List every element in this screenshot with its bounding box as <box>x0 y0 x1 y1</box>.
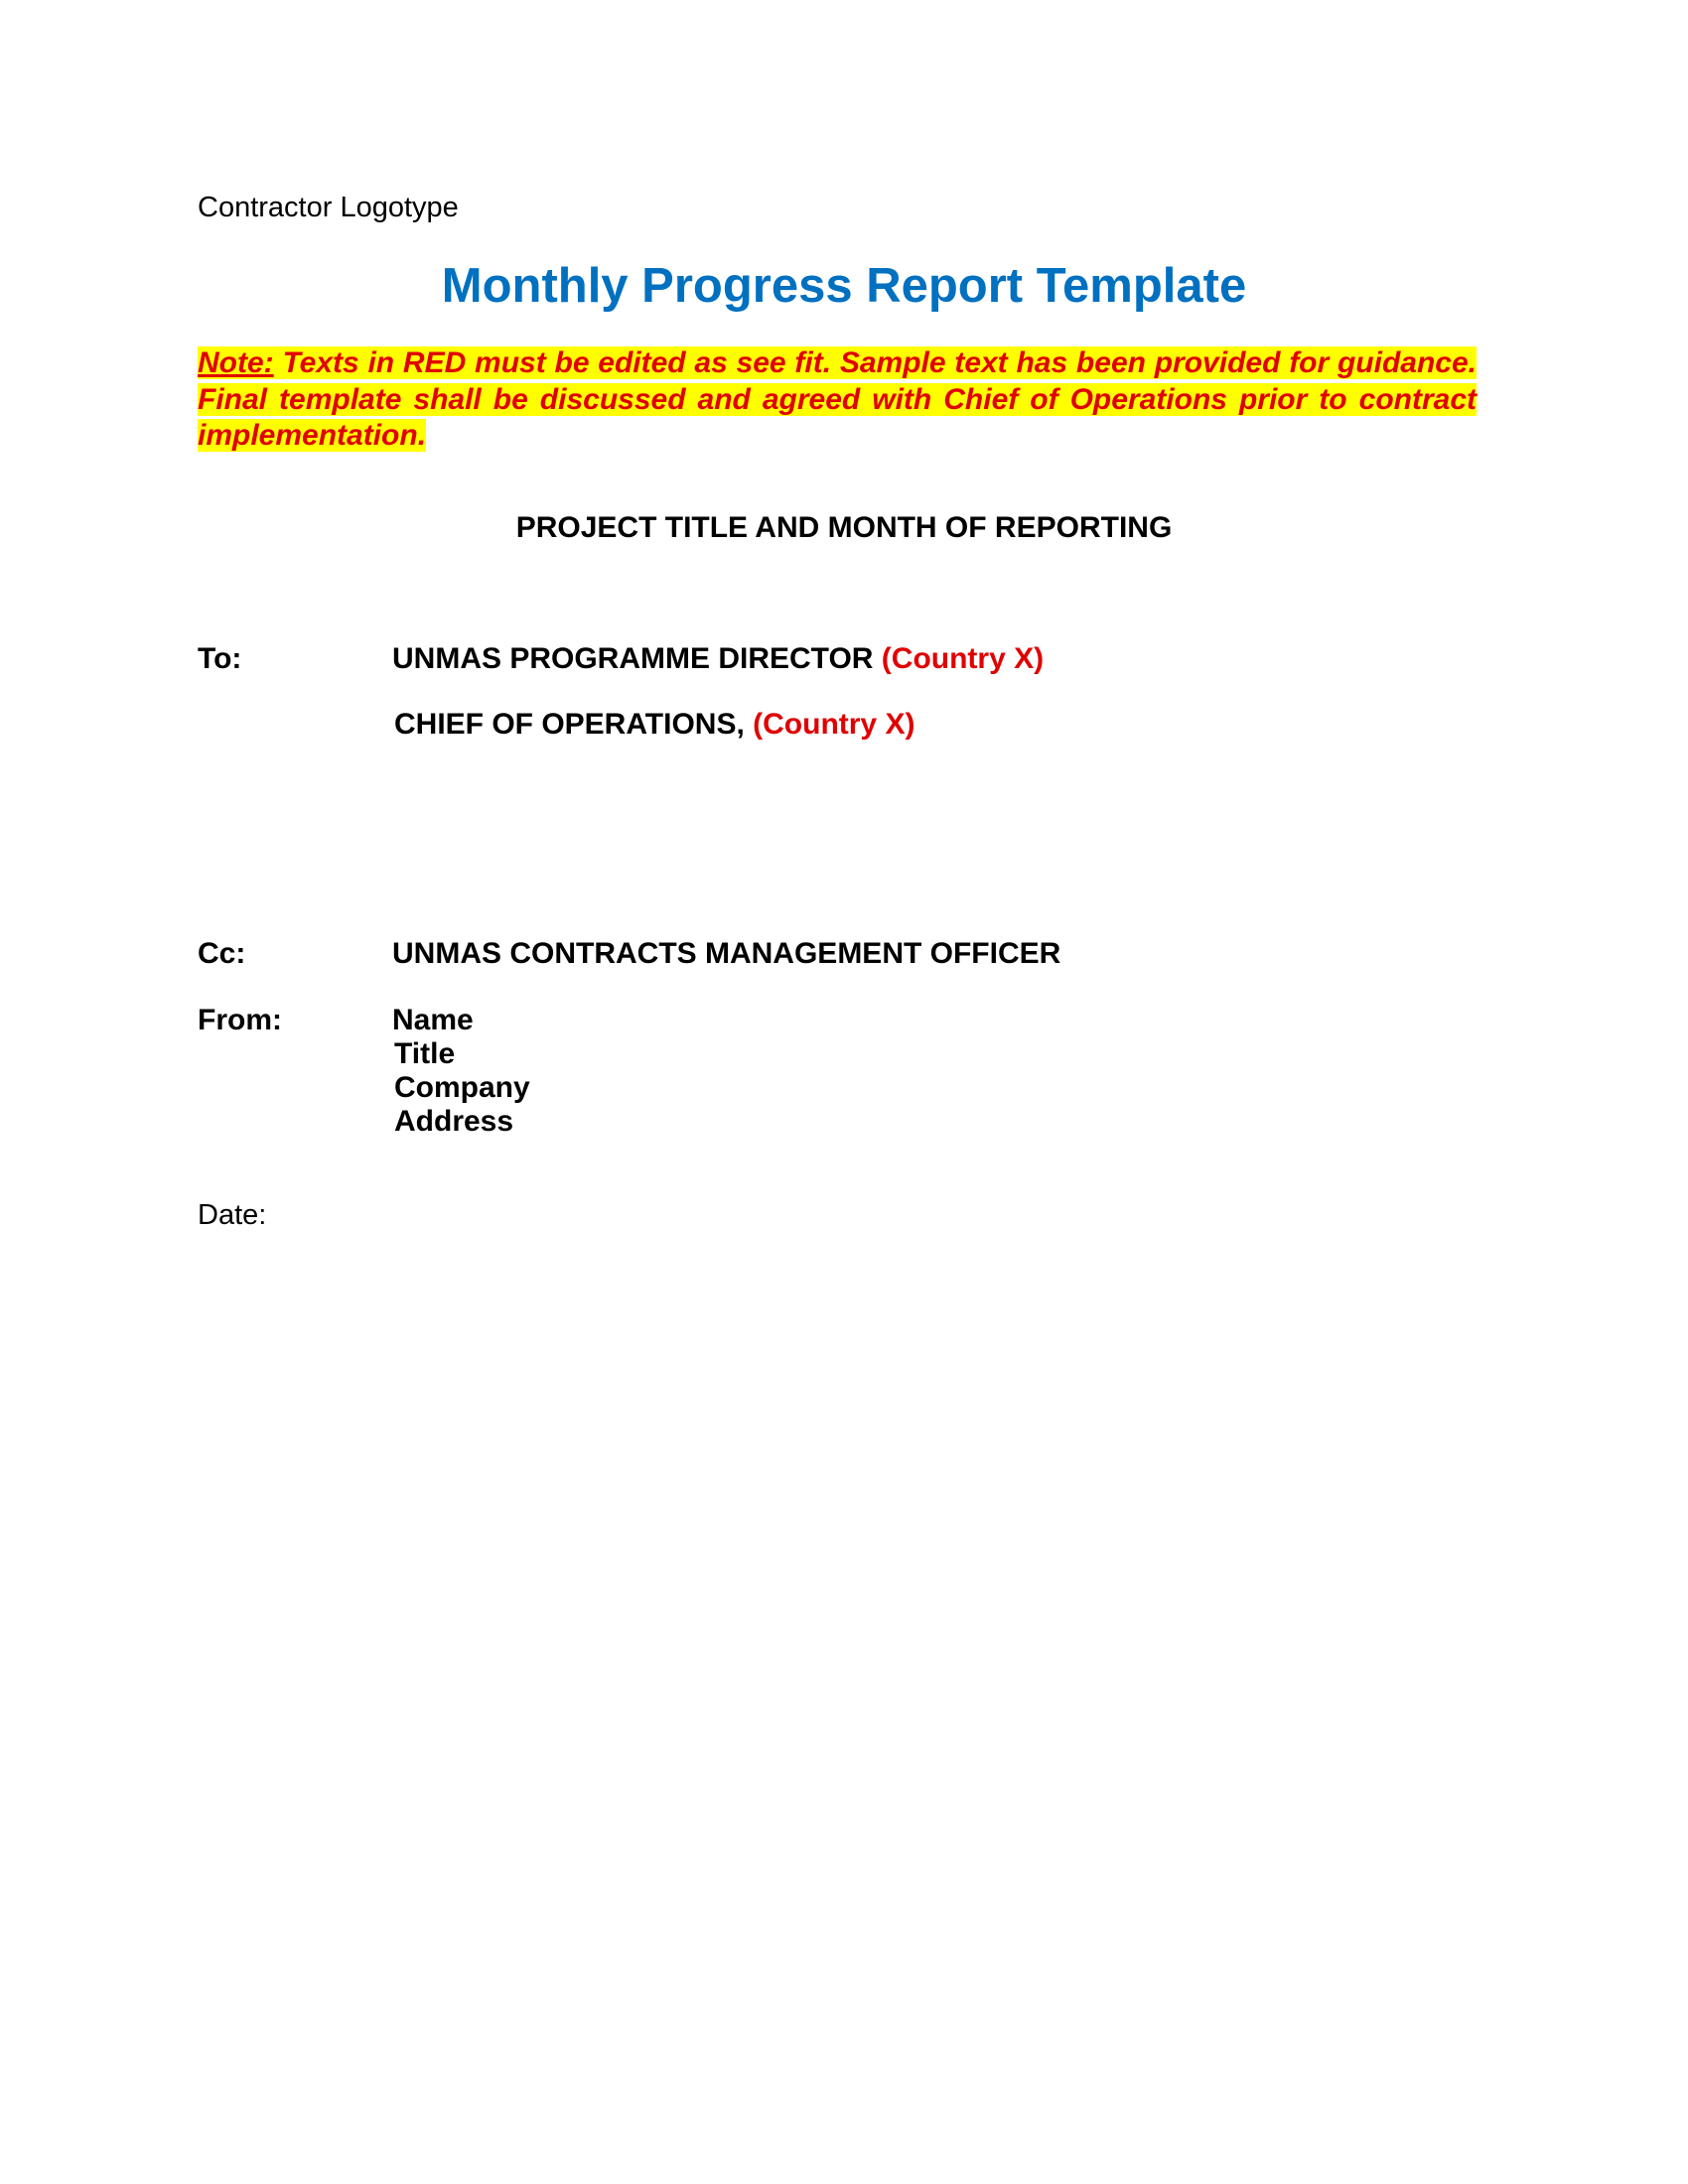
to-label: To: <box>198 642 242 675</box>
country-placeholder: (Country X) <box>881 642 1045 675</box>
from-title: Title <box>394 1037 456 1070</box>
document-title: Monthly Progress Report Template <box>441 259 1247 313</box>
project-heading: PROJECT TITLE AND MONTH OF REPORTING <box>515 511 1173 544</box>
cc-value: UNMAS CONTRACTS MANAGEMENT OFFICER <box>392 937 1061 970</box>
country-placeholder: (Country X) <box>753 708 915 741</box>
from-company: Company <box>394 1071 530 1104</box>
note-text: Texts in RED must be edited as see fit. Sample text has been provided for guidance. Final template shall be discussed and agreed with Chief of Operations prior to contract implementation. <box>198 346 1477 452</box>
cc-label: Cc: <box>198 937 246 970</box>
from-label: From: <box>198 1004 282 1036</box>
note-label: Note: <box>198 346 274 379</box>
date-label: Date: <box>198 1199 267 1231</box>
note-paragraph <box>198 345 1477 455</box>
contractor-logotype: Contractor Logotype <box>198 192 459 223</box>
to-line-1 <box>392 642 1044 676</box>
recipient-2: CHIEF OF OPERATIONS, <box>394 708 754 741</box>
to-line-2 <box>394 708 914 742</box>
from-name: Name <box>392 1004 474 1036</box>
from-address: Address <box>394 1105 514 1138</box>
recipient-1: UNMAS PROGRAMME DIRECTOR <box>392 642 882 675</box>
